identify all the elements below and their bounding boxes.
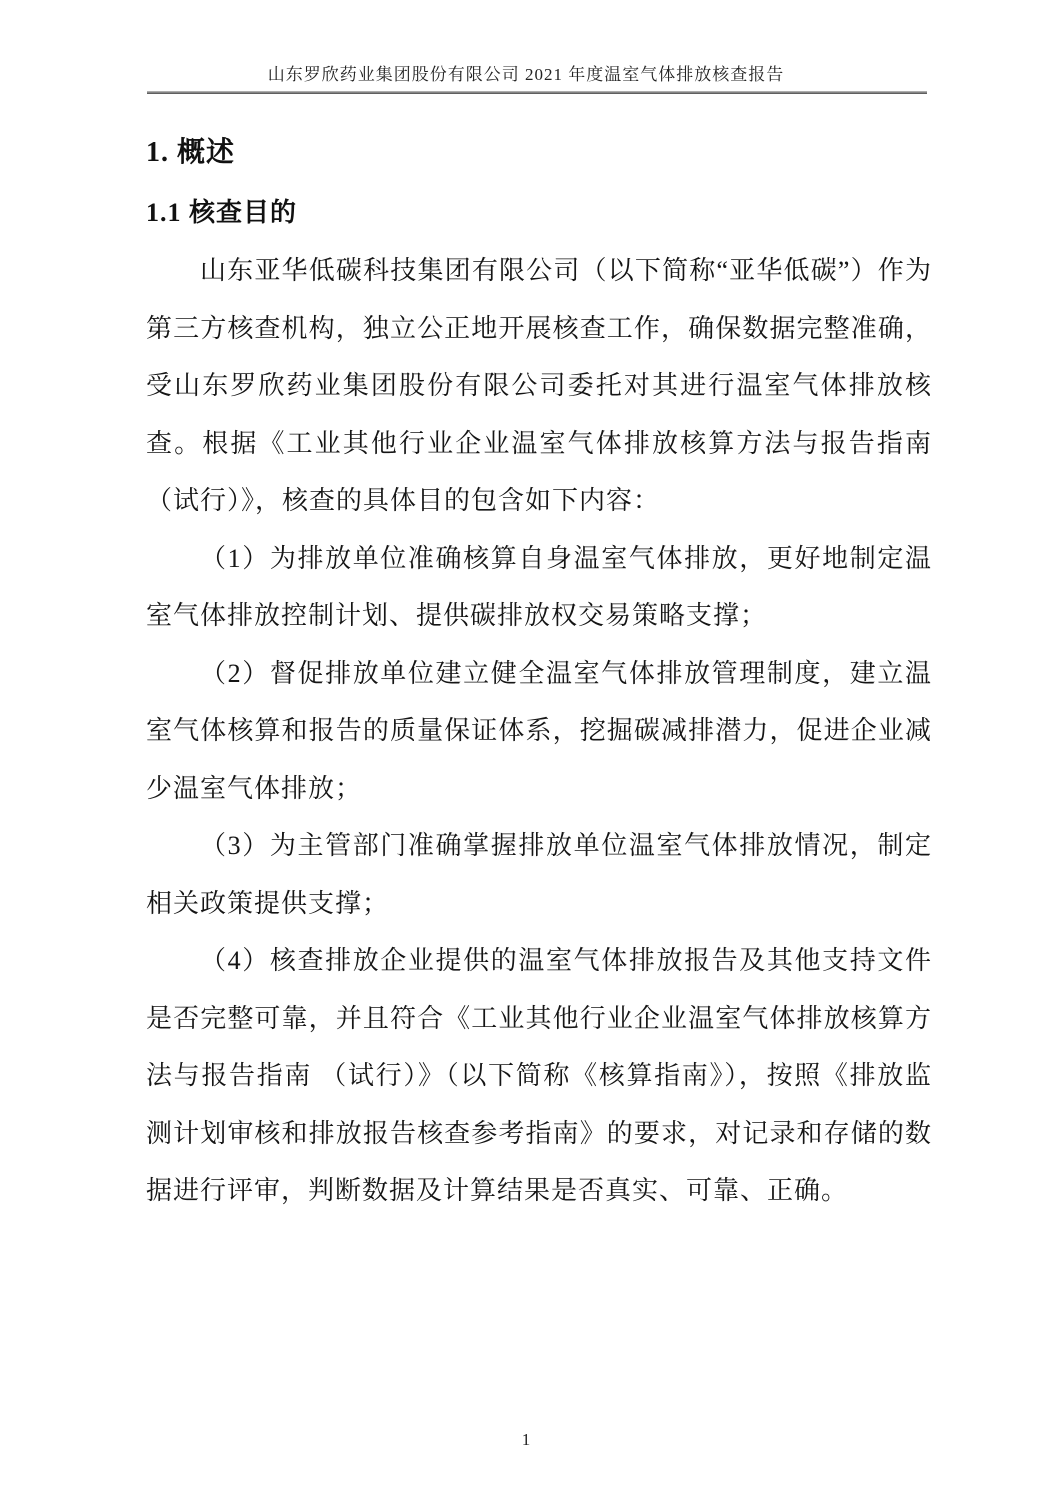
- document-body: [146, 0, 932, 1220]
- paragraph-group: [146, 242, 932, 1220]
- header-title: 山东罗欣药业集团股份有限公司 2021 年度温室气体排放核查报告: [267, 65, 785, 84]
- section-heading: 1. 概述: [146, 137, 236, 168]
- paragraph-item-2: （2）督促排放单位建立健全温室气体排放管理制度，建立温室气体核算和报告的质量保证体系，挖掘碳减排潜力，促进企业减少温室气体排放；: [146, 658, 932, 803]
- page-footer: [0, 1430, 1052, 1450]
- subsection-heading: 1.1 核查目的: [146, 198, 298, 227]
- paragraph-item-3: （3）为主管部门准确掌握排放单位温室气体排放情况，制定相关政策提供支撑；: [146, 831, 932, 918]
- paragraph-item-1: （1）为排放单位准确核算自身温室气体排放，更好地制定温室气体排放控制计划、提供碳排放权交易策略支撑；: [146, 543, 932, 630]
- paragraph-item-4: （4）核查排放企业提供的温室气体排放报告及其他支持文件是否完整可靠，并且符合《工业其他行业企业温室气体排放核算方法与报告指南 （试行）》（以下简称《核算指南》），按照《排放监测计划审核和排放报告核查参考指南》的要求，对记录和存储的数据进行评审，判断数据及计算结果是否真实、可靠、正确。: [146, 946, 932, 1205]
- page-number: 1: [521, 1430, 531, 1449]
- paragraph-intro: 山东亚华低碳科技集团有限公司（以下简称“亚华低碳”）作为第三方核查机构，独立公正地开展核查工作，确保数据完整准确，受山东罗欣药业集团股份有限公司委托对其进行温室气体排放核查。根据《工业其他行业企业温室气体排放核算方法与报告指南 （试行）》，核查的具体目的包含如下内容：: [146, 256, 932, 515]
